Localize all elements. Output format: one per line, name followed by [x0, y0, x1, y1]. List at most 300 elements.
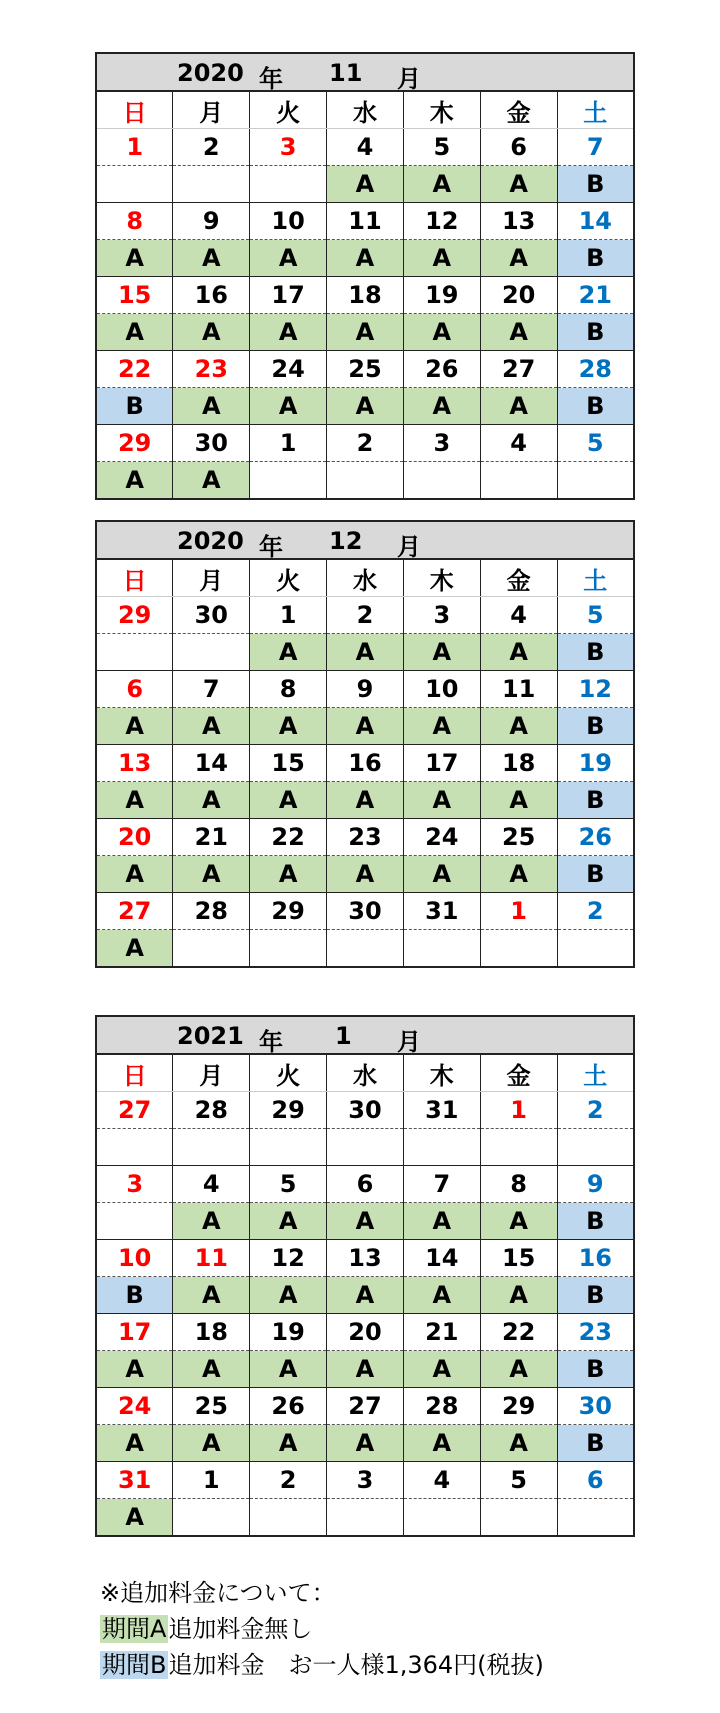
period-cell: A	[403, 314, 480, 351]
weekday-cell: 日	[96, 91, 173, 129]
period-cell	[403, 1129, 480, 1166]
date-row	[96, 671, 634, 708]
date-cell: 1	[173, 1462, 250, 1499]
period-cell: A	[250, 782, 327, 819]
period-cell: A	[250, 1351, 327, 1388]
date-cell: 9	[327, 671, 404, 708]
period-cell: A	[96, 314, 173, 351]
period-cell: A	[327, 1277, 404, 1314]
period-row	[96, 856, 634, 893]
period-cell	[557, 462, 634, 500]
date-cell: 2	[327, 425, 404, 462]
period-cell: A	[173, 1351, 250, 1388]
date-row	[96, 597, 634, 634]
date-cell: 22	[480, 1314, 557, 1351]
date-cell: 31	[403, 893, 480, 930]
date-cell: 2	[250, 1462, 327, 1499]
date-cell: 21	[403, 1314, 480, 1351]
date-row	[96, 129, 634, 166]
date-cell: 2	[557, 893, 634, 930]
period-cell	[480, 1129, 557, 1166]
date-cell: 20	[327, 1314, 404, 1351]
period-cell: A	[403, 856, 480, 893]
date-cell: 20	[96, 819, 173, 856]
date-cell: 12	[557, 671, 634, 708]
date-cell: 25	[327, 351, 404, 388]
weekday-cell: 土	[557, 1054, 634, 1092]
weekday-header	[96, 559, 634, 597]
date-cell: 3	[96, 1166, 173, 1203]
period-cell: B	[557, 1277, 634, 1314]
month-unit: 月	[397, 65, 421, 93]
period-cell	[250, 1499, 327, 1537]
period-cell	[173, 634, 250, 671]
date-cell: 30	[327, 1092, 404, 1129]
date-row	[96, 1314, 634, 1351]
date-cell: 4	[327, 129, 404, 166]
date-cell: 17	[250, 277, 327, 314]
month-header	[96, 1016, 634, 1054]
date-cell: 30	[173, 597, 250, 634]
notes-heading: ※追加料金について：	[100, 1579, 336, 1607]
date-cell: 28	[173, 1092, 250, 1129]
period-row	[96, 240, 634, 277]
date-cell: 8	[96, 203, 173, 240]
period-row	[96, 708, 634, 745]
period-cell	[250, 166, 327, 203]
period-cell: A	[96, 782, 173, 819]
period-cell: A	[173, 388, 250, 425]
date-cell: 13	[480, 203, 557, 240]
period-cell	[96, 166, 173, 203]
date-row	[96, 893, 634, 930]
date-cell: 14	[403, 1240, 480, 1277]
period-cell: A	[480, 1351, 557, 1388]
surcharge-notes	[100, 1575, 544, 1683]
date-cell: 13	[96, 745, 173, 782]
period-cell: A	[403, 1351, 480, 1388]
period-cell	[403, 462, 480, 500]
date-cell: 3	[403, 425, 480, 462]
period-b-note	[100, 1647, 544, 1683]
period-cell: B	[557, 1351, 634, 1388]
date-cell: 29	[96, 425, 173, 462]
date-cell: 29	[250, 893, 327, 930]
weekday-header	[96, 1054, 634, 1092]
date-cell: 20	[480, 277, 557, 314]
period-cell: A	[327, 1351, 404, 1388]
period-cell	[557, 1129, 634, 1166]
date-cell: 15	[96, 277, 173, 314]
period-row	[96, 1499, 634, 1537]
period-row	[96, 462, 634, 500]
weekday-cell: 火	[250, 559, 327, 597]
date-cell: 9	[557, 1166, 634, 1203]
date-cell: 1	[96, 129, 173, 166]
period-cell: A	[403, 166, 480, 203]
period-cell: B	[96, 388, 173, 425]
date-cell: 23	[173, 351, 250, 388]
weekday-cell: 水	[327, 91, 404, 129]
date-cell: 16	[173, 277, 250, 314]
period-cell: A	[480, 166, 557, 203]
date-cell: 28	[403, 1388, 480, 1425]
date-cell: 26	[403, 351, 480, 388]
date-cell: 7	[173, 671, 250, 708]
date-cell: 3	[250, 129, 327, 166]
date-row	[96, 203, 634, 240]
date-cell: 31	[96, 1462, 173, 1499]
weekday-cell: 金	[480, 1054, 557, 1092]
period-cell: A	[96, 708, 173, 745]
month-unit: 月	[397, 533, 421, 561]
date-cell: 2	[557, 1092, 634, 1129]
period-row	[96, 1129, 634, 1166]
period-cell: A	[403, 782, 480, 819]
period-cell: A	[250, 314, 327, 351]
period-cell: A	[96, 1351, 173, 1388]
date-cell: 5	[403, 129, 480, 166]
period-row	[96, 930, 634, 968]
period-cell	[480, 930, 557, 968]
date-row	[96, 745, 634, 782]
date-cell: 18	[327, 277, 404, 314]
date-cell: 6	[327, 1166, 404, 1203]
period-row	[96, 782, 634, 819]
calendar-2020-12	[95, 520, 635, 968]
date-cell: 25	[480, 819, 557, 856]
period-cell: A	[173, 240, 250, 277]
weekday-cell: 火	[250, 1054, 327, 1092]
weekday-header	[96, 91, 634, 129]
date-cell: 10	[250, 203, 327, 240]
period-cell: A	[96, 1499, 173, 1537]
period-cell: A	[480, 1425, 557, 1462]
date-cell: 24	[403, 819, 480, 856]
date-cell: 30	[557, 1388, 634, 1425]
date-cell: 7	[557, 129, 634, 166]
period-cell: A	[250, 388, 327, 425]
date-cell: 10	[96, 1240, 173, 1277]
date-cell: 14	[173, 745, 250, 782]
date-cell: 7	[403, 1166, 480, 1203]
date-cell: 18	[480, 745, 557, 782]
weekday-cell: 土	[557, 91, 634, 129]
date-row	[96, 425, 634, 462]
year-unit: 年	[259, 1028, 283, 1056]
period-cell	[557, 930, 634, 968]
date-cell: 28	[173, 893, 250, 930]
date-cell: 27	[96, 893, 173, 930]
period-b-text: 追加料金 お一人様1,364円(税抜)	[168, 1651, 544, 1679]
date-cell: 22	[250, 819, 327, 856]
period-cell: B	[557, 1203, 634, 1240]
period-row	[96, 388, 634, 425]
date-row	[96, 351, 634, 388]
period-cell: A	[250, 1203, 327, 1240]
month-value: 11	[329, 59, 363, 87]
period-cell: A	[480, 1203, 557, 1240]
period-cell	[403, 1499, 480, 1537]
period-row	[96, 1277, 634, 1314]
date-cell: 27	[480, 351, 557, 388]
period-a-label: 期間A	[102, 1615, 167, 1643]
period-cell	[96, 1203, 173, 1240]
weekday-cell: 月	[173, 559, 250, 597]
year-unit: 年	[259, 65, 283, 93]
period-cell: A	[250, 708, 327, 745]
date-cell: 16	[327, 745, 404, 782]
year-value: 2021	[177, 1022, 244, 1050]
period-b-label: 期間B	[102, 1651, 167, 1679]
date-cell: 1	[480, 1092, 557, 1129]
calendar-2020-11	[95, 52, 635, 500]
date-cell: 23	[327, 819, 404, 856]
date-cell: 1	[250, 425, 327, 462]
date-cell: 17	[403, 745, 480, 782]
period-cell: A	[480, 314, 557, 351]
period-cell	[173, 930, 250, 968]
date-cell: 12	[403, 203, 480, 240]
period-cell: A	[327, 634, 404, 671]
date-cell: 26	[250, 1388, 327, 1425]
date-cell: 27	[327, 1388, 404, 1425]
month-unit: 月	[397, 1028, 421, 1056]
date-cell: 6	[480, 129, 557, 166]
date-cell: 6	[557, 1462, 634, 1499]
period-row	[96, 166, 634, 203]
period-a-note	[100, 1611, 544, 1647]
month-header	[96, 53, 634, 91]
period-cell	[173, 166, 250, 203]
period-cell: A	[173, 462, 250, 500]
period-cell: A	[480, 856, 557, 893]
date-cell: 25	[173, 1388, 250, 1425]
period-cell	[557, 1499, 634, 1537]
period-cell: A	[327, 856, 404, 893]
period-cell: B	[96, 1277, 173, 1314]
weekday-cell: 金	[480, 559, 557, 597]
period-cell	[327, 462, 404, 500]
month-value: 1	[335, 1022, 352, 1050]
date-cell: 15	[250, 745, 327, 782]
date-cell: 5	[250, 1166, 327, 1203]
period-cell: B	[557, 314, 634, 351]
period-cell: A	[480, 782, 557, 819]
date-cell: 11	[173, 1240, 250, 1277]
period-row	[96, 634, 634, 671]
period-cell: B	[557, 708, 634, 745]
period-cell: A	[96, 462, 173, 500]
date-cell: 26	[557, 819, 634, 856]
period-cell: A	[403, 1203, 480, 1240]
date-cell: 15	[480, 1240, 557, 1277]
date-cell: 28	[557, 351, 634, 388]
period-cell	[327, 1499, 404, 1537]
weekday-cell: 土	[557, 559, 634, 597]
date-cell: 4	[403, 1462, 480, 1499]
period-cell: A	[480, 388, 557, 425]
date-cell: 27	[96, 1092, 173, 1129]
period-cell	[250, 462, 327, 500]
date-cell: 12	[250, 1240, 327, 1277]
period-cell: A	[327, 388, 404, 425]
period-cell: A	[327, 240, 404, 277]
period-cell: A	[173, 314, 250, 351]
period-cell: A	[96, 240, 173, 277]
period-cell: B	[557, 1425, 634, 1462]
date-cell: 30	[173, 425, 250, 462]
date-cell: 6	[96, 671, 173, 708]
date-cell: 13	[327, 1240, 404, 1277]
period-cell: A	[173, 708, 250, 745]
weekday-cell: 木	[403, 91, 480, 129]
weekday-cell: 金	[480, 91, 557, 129]
date-cell: 19	[250, 1314, 327, 1351]
date-cell: 4	[480, 597, 557, 634]
date-cell: 30	[327, 893, 404, 930]
period-cell: A	[96, 930, 173, 968]
period-cell	[96, 1129, 173, 1166]
weekday-cell: 火	[250, 91, 327, 129]
period-cell: A	[403, 1425, 480, 1462]
period-cell: A	[327, 782, 404, 819]
period-cell: A	[403, 240, 480, 277]
period-cell	[173, 1129, 250, 1166]
date-cell: 18	[173, 1314, 250, 1351]
period-row	[96, 1351, 634, 1388]
period-cell: A	[480, 634, 557, 671]
weekday-cell: 水	[327, 1054, 404, 1092]
period-row	[96, 314, 634, 351]
period-cell: A	[250, 1425, 327, 1462]
date-row	[96, 1166, 634, 1203]
date-cell: 4	[480, 425, 557, 462]
date-cell: 31	[403, 1092, 480, 1129]
period-cell: A	[96, 856, 173, 893]
date-cell: 9	[173, 203, 250, 240]
date-cell: 24	[96, 1388, 173, 1425]
period-cell	[480, 1499, 557, 1537]
period-cell: A	[327, 708, 404, 745]
date-row	[96, 1462, 634, 1499]
date-cell: 29	[96, 597, 173, 634]
weekday-cell: 月	[173, 1054, 250, 1092]
period-cell: A	[327, 166, 404, 203]
period-cell: A	[403, 634, 480, 671]
period-cell: B	[557, 388, 634, 425]
date-cell: 11	[327, 203, 404, 240]
date-row	[96, 1388, 634, 1425]
period-cell: A	[480, 708, 557, 745]
period-cell	[327, 930, 404, 968]
period-cell	[403, 930, 480, 968]
date-cell: 4	[173, 1166, 250, 1203]
date-cell: 3	[327, 1462, 404, 1499]
weekday-cell: 日	[96, 559, 173, 597]
month-value: 12	[329, 527, 363, 555]
date-cell: 19	[557, 745, 634, 782]
period-cell: B	[557, 240, 634, 277]
period-row	[96, 1425, 634, 1462]
period-cell: B	[557, 856, 634, 893]
date-cell: 21	[557, 277, 634, 314]
date-cell: 11	[480, 671, 557, 708]
date-cell: 5	[480, 1462, 557, 1499]
period-cell: A	[327, 1425, 404, 1462]
calendar-2021-01	[95, 1015, 635, 1537]
date-cell: 5	[557, 425, 634, 462]
period-cell: A	[480, 1277, 557, 1314]
period-cell: A	[403, 1277, 480, 1314]
date-cell: 19	[403, 277, 480, 314]
period-cell: A	[327, 314, 404, 351]
period-cell: A	[173, 782, 250, 819]
year-value: 2020	[177, 527, 244, 555]
period-cell	[250, 930, 327, 968]
date-cell: 2	[327, 597, 404, 634]
period-cell: A	[403, 708, 480, 745]
date-row	[96, 819, 634, 856]
date-cell: 22	[96, 351, 173, 388]
period-cell: A	[250, 1277, 327, 1314]
weekday-cell: 月	[173, 91, 250, 129]
date-cell: 10	[403, 671, 480, 708]
date-cell: 2	[173, 129, 250, 166]
period-cell: B	[557, 634, 634, 671]
period-cell	[96, 634, 173, 671]
period-cell: A	[173, 856, 250, 893]
period-cell: A	[250, 634, 327, 671]
date-row	[96, 1092, 634, 1129]
period-cell: A	[327, 1203, 404, 1240]
date-cell: 14	[557, 203, 634, 240]
date-row	[96, 277, 634, 314]
date-cell: 17	[96, 1314, 173, 1351]
weekday-cell: 水	[327, 559, 404, 597]
date-row	[96, 1240, 634, 1277]
period-a-text: 追加料金無し	[168, 1615, 313, 1643]
year-value: 2020	[177, 59, 244, 87]
weekday-cell: 木	[403, 1054, 480, 1092]
period-cell: A	[173, 1203, 250, 1240]
weekday-cell: 日	[96, 1054, 173, 1092]
date-cell: 29	[250, 1092, 327, 1129]
period-row	[96, 1203, 634, 1240]
period-cell: A	[480, 240, 557, 277]
period-cell	[480, 462, 557, 500]
period-cell	[173, 1499, 250, 1537]
date-cell: 5	[557, 597, 634, 634]
date-cell: 16	[557, 1240, 634, 1277]
period-cell: A	[403, 388, 480, 425]
period-cell: B	[557, 166, 634, 203]
period-cell: A	[250, 856, 327, 893]
weekday-cell: 木	[403, 559, 480, 597]
date-cell: 1	[250, 597, 327, 634]
date-cell: 8	[250, 671, 327, 708]
year-unit: 年	[259, 533, 283, 561]
date-cell: 23	[557, 1314, 634, 1351]
date-cell: 21	[173, 819, 250, 856]
period-cell	[250, 1129, 327, 1166]
date-cell: 1	[480, 893, 557, 930]
period-cell	[327, 1129, 404, 1166]
period-cell: A	[173, 1425, 250, 1462]
period-cell: A	[173, 1277, 250, 1314]
date-cell: 24	[250, 351, 327, 388]
period-cell: A	[250, 240, 327, 277]
